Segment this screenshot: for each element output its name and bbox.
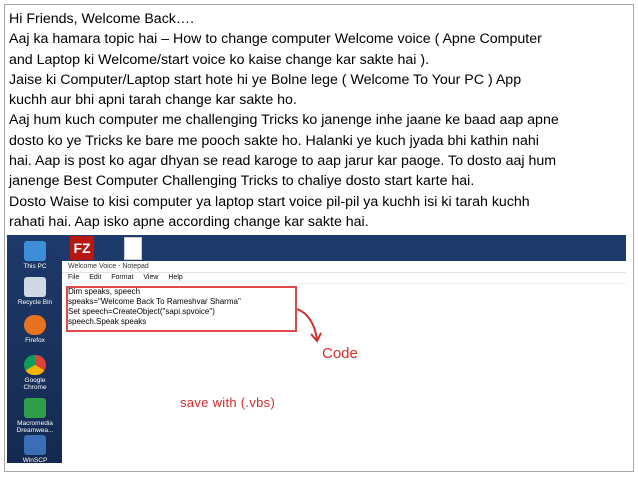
- filezilla-icon[interactable]: FZ: [70, 236, 94, 260]
- text-line: Hi Friends, Welcome Back….: [9, 11, 195, 27]
- desktop-icon-this-pc[interactable]: This PC: [15, 241, 55, 270]
- menu-file[interactable]: File: [68, 274, 80, 281]
- notepad-window: [62, 261, 626, 463]
- file-icon[interactable]: [124, 237, 142, 260]
- save-annotation: save with (.vbs): [180, 395, 276, 410]
- menu-help[interactable]: Help: [168, 274, 183, 281]
- text-line: rahati hai. Aap isko apne according change kar sakte hai.: [9, 213, 369, 230]
- dreamweaver-icon: [24, 398, 46, 418]
- notepad-title: Welcome Voice - Notepad: [62, 261, 626, 273]
- winscp-icon: [24, 435, 46, 455]
- text-line: hai. Aap is post ko agar dhyan se read karoge to aap jarur kar paoge. To dosto aaj hum: [9, 153, 557, 170]
- desktop-top-strip: [62, 235, 626, 261]
- code-line: Dim speaks, speech: [68, 287, 141, 296]
- desktop-sidebar: [7, 235, 62, 463]
- menu-format[interactable]: Format: [111, 274, 134, 281]
- menu-view[interactable]: View: [143, 274, 159, 281]
- code-line: Set speech=CreateObject("sapi.spvoice"): [68, 307, 215, 316]
- text-line: and Laptop ki Welcome/start voice ko kaise change kar sakte hai ).: [9, 51, 430, 68]
- recycle-bin-icon: [24, 277, 46, 297]
- text-line: Aaj ka hamara topic hai – How to change computer Welcome voice ( Apne Computer: [9, 31, 542, 48]
- arrow-icon: [295, 307, 325, 347]
- code-annotation: Code: [322, 345, 358, 362]
- text-line: Dosto Waise to kisi computer ya laptop start voice pil-pil ya kuchh isi ki tarah kuchh: [9, 193, 530, 210]
- text-line: dosto ko ye Tricks ke bare me pooch sakte ho. Halanki ye kuch jyada bhi kathin nahi: [9, 132, 539, 149]
- notepad-menu-bar: [62, 273, 626, 284]
- desktop-icon-chrome[interactable]: Google Chrome: [15, 355, 55, 391]
- code-line: speaks="Welcome Back To Rameshvar Sharma": [68, 297, 241, 306]
- desktop-icon-dreamweaver[interactable]: Macromedia Dreamwea...: [15, 398, 55, 434]
- text-line: Jaise ki Computer/Laptop start hote hi ye Bolne lege ( Welcome To Your PC ) App: [9, 71, 522, 88]
- text-line: Aaj hum kuch computer me challenging Tricks ko janenge inhe jaane ke baad aap apne: [9, 112, 559, 129]
- slide-text: [9, 9, 631, 232]
- computer-icon: [24, 241, 46, 261]
- code-line: speech.Speak speaks: [68, 317, 147, 326]
- firefox-icon: [24, 315, 46, 335]
- code-text[interactable]: [68, 287, 241, 327]
- menu-edit[interactable]: Edit: [89, 274, 102, 281]
- desktop-icon-winscp[interactable]: WinSCP: [15, 435, 55, 463]
- embedded-screenshot: [7, 235, 626, 463]
- text-line: janenge Best Computer Challenging Tricks to chaliye dosto start karte hai.: [9, 173, 475, 190]
- desktop-icon-firefox[interactable]: Firefox: [15, 315, 55, 344]
- text-line: kuchh aur bhi apni tarah change kar sakte ho.: [9, 92, 297, 109]
- chrome-icon: [24, 355, 46, 375]
- desktop-icon-recycle-bin[interactable]: Recycle Bin: [15, 277, 55, 306]
